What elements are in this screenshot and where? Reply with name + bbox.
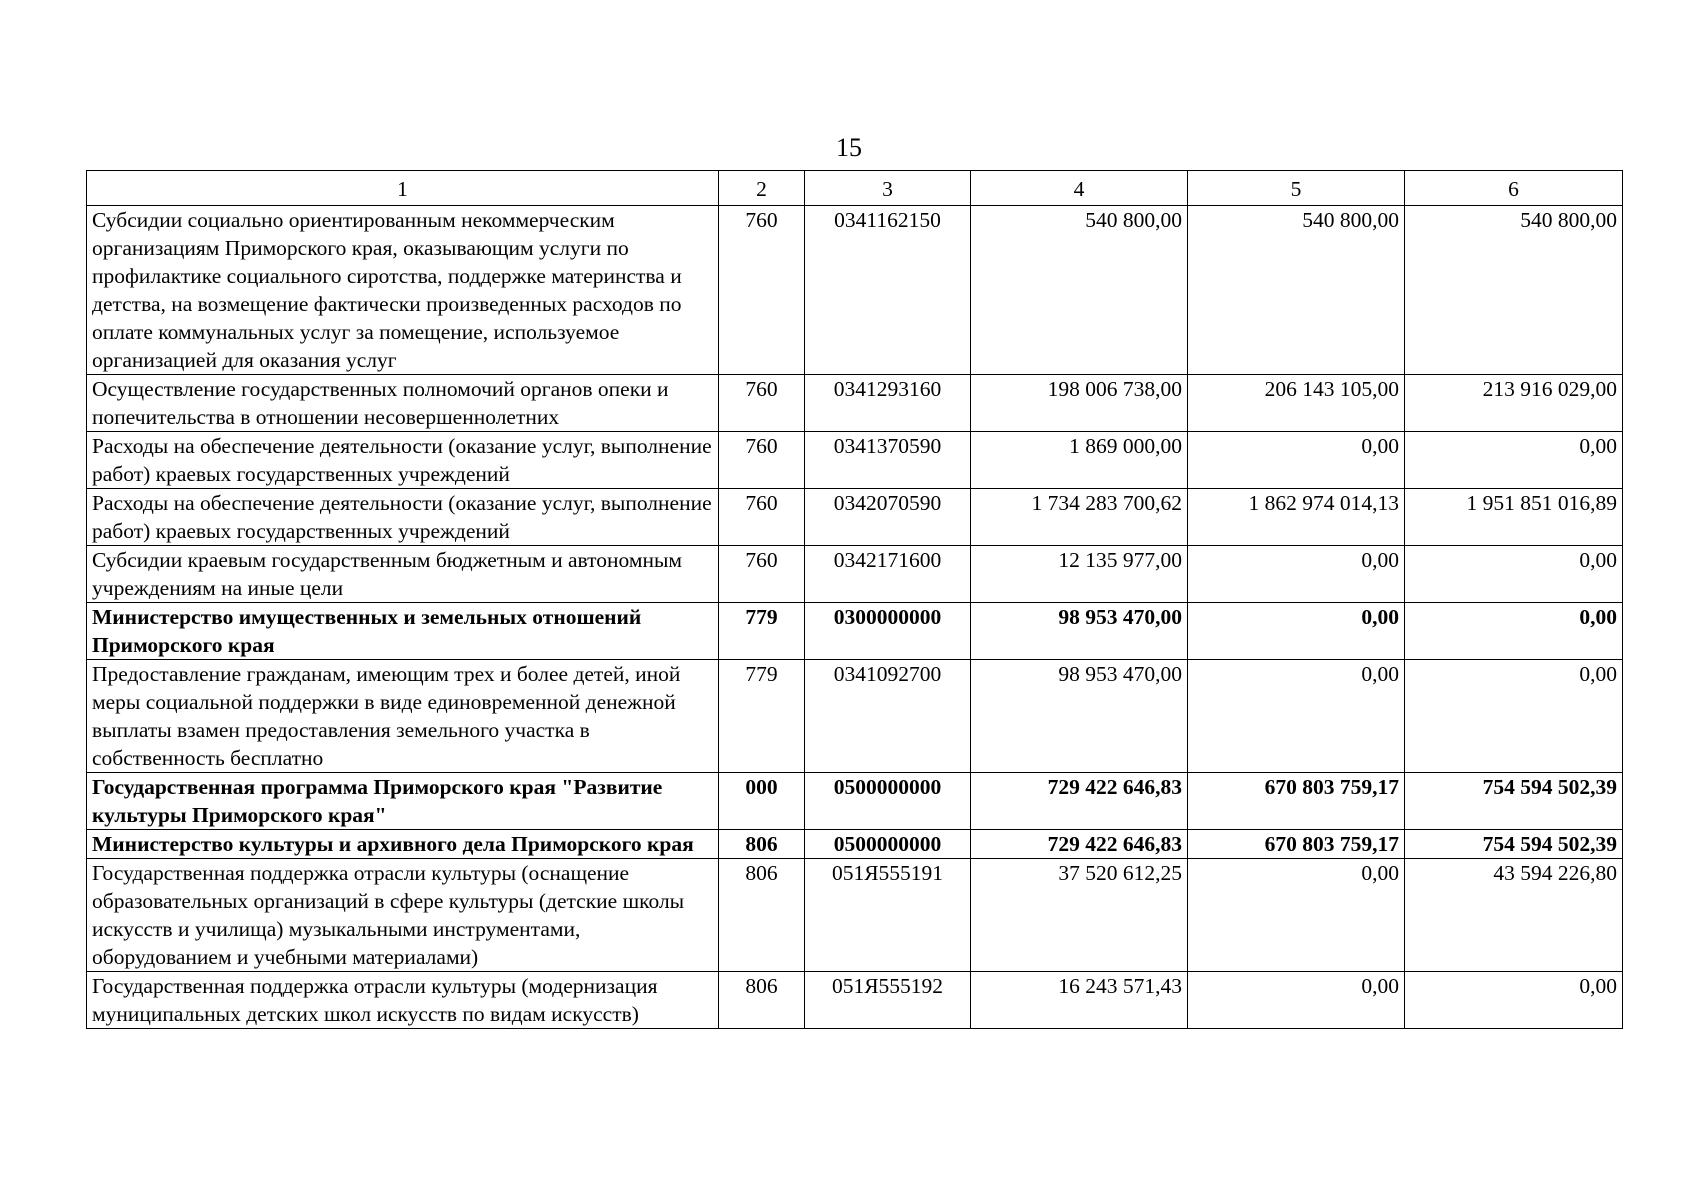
row-amount-col6-cell: 0,00 xyxy=(1405,603,1623,660)
row-code-cell: 760 xyxy=(719,489,805,546)
header-row xyxy=(87,171,1623,206)
row-amount-col4-cell: 1 734 283 700,62 xyxy=(971,489,1188,546)
header-col-3: 3 xyxy=(805,171,971,206)
row-target-code-cell: 0341293160 xyxy=(805,375,971,432)
row-code-cell: 760 xyxy=(719,206,805,375)
row-name-cell: Государственная поддержка отрасли культуры (модернизация муниципальных детских школ искусств по видам искусств) xyxy=(87,972,719,1029)
row-target-code-cell: 0341162150 xyxy=(805,206,971,375)
row-amount-col5-cell: 0,00 xyxy=(1188,660,1405,773)
row-code-cell: 760 xyxy=(719,375,805,432)
row-name-cell: Предоставление гражданам, имеющим трех и более детей, иной меры социальной поддержки в виде единовременной денежной выплаты взамен предоставления земельного участка в собственность бесплатно xyxy=(87,660,719,773)
row-amount-col5-cell: 0,00 xyxy=(1188,603,1405,660)
table-row xyxy=(87,375,1623,432)
row-amount-col4-cell: 198 006 738,00 xyxy=(971,375,1188,432)
row-code-cell: 760 xyxy=(719,546,805,603)
row-amount-col6-cell: 213 916 029,00 xyxy=(1405,375,1623,432)
row-name-cell: Государственная поддержка отрасли культуры (оснащение образовательных организаций в сфере культуры (детские школы искусств и училища) музыкальными инструментами, оборудованием и учебными материалами) xyxy=(87,859,719,972)
header-col-6: 6 xyxy=(1405,171,1623,206)
table-row xyxy=(87,859,1623,972)
row-amount-col5-cell: 0,00 xyxy=(1188,432,1405,489)
row-target-code-cell: 0341092700 xyxy=(805,660,971,773)
row-code-cell: 000 xyxy=(719,773,805,830)
row-amount-col5-cell: 0,00 xyxy=(1188,546,1405,603)
table-row xyxy=(87,830,1623,859)
row-amount-col4-cell: 540 800,00 xyxy=(971,206,1188,375)
table-row xyxy=(87,206,1623,375)
row-amount-col4-cell: 1 869 000,00 xyxy=(971,432,1188,489)
row-amount-col5-cell: 206 143 105,00 xyxy=(1188,375,1405,432)
row-amount-col5-cell: 0,00 xyxy=(1188,972,1405,1029)
row-target-code-cell: 051Я555192 xyxy=(805,972,971,1029)
table-row xyxy=(87,489,1623,546)
table-row xyxy=(87,972,1623,1029)
row-code-cell: 760 xyxy=(719,432,805,489)
row-target-code-cell: 0341370590 xyxy=(805,432,971,489)
row-name-cell: Государственная программа Приморского края "Развитие культуры Приморского края" xyxy=(87,773,719,830)
row-amount-col5-cell: 0,00 xyxy=(1188,859,1405,972)
row-amount-col5-cell: 1 862 974 014,13 xyxy=(1188,489,1405,546)
row-code-cell: 779 xyxy=(719,660,805,773)
row-target-code-cell: 0500000000 xyxy=(805,773,971,830)
header-col-5: 5 xyxy=(1188,171,1405,206)
row-amount-col4-cell: 16 243 571,43 xyxy=(971,972,1188,1029)
row-amount-col6-cell: 0,00 xyxy=(1405,972,1623,1029)
header-col-1: 1 xyxy=(87,171,719,206)
page-number: 15 xyxy=(836,133,862,162)
table-row xyxy=(87,546,1623,603)
row-name-cell: Субсидии краевым государственным бюджетным и автономным учреждениям на иные цели xyxy=(87,546,719,603)
row-amount-col4-cell: 729 422 646,83 xyxy=(971,773,1188,830)
row-amount-col5-cell: 540 800,00 xyxy=(1188,206,1405,375)
row-amount-col6-cell: 0,00 xyxy=(1405,432,1623,489)
row-amount-col6-cell: 0,00 xyxy=(1405,660,1623,773)
table-row xyxy=(87,660,1623,773)
table-row xyxy=(87,603,1623,660)
row-target-code-cell: 0342171600 xyxy=(805,546,971,603)
row-amount-col4-cell: 98 953 470,00 xyxy=(971,660,1188,773)
row-code-cell: 806 xyxy=(719,859,805,972)
row-code-cell: 806 xyxy=(719,972,805,1029)
row-name-cell: Расходы на обеспечение деятельности (оказание услуг, выполнение работ) краевых государственных учреждений xyxy=(87,489,719,546)
row-name-cell: Министерство имущественных и земельных отношений Приморского края xyxy=(87,603,719,660)
row-name-cell: Расходы на обеспечение деятельности (оказание услуг, выполнение работ) краевых государственных учреждений xyxy=(87,432,719,489)
table-row xyxy=(87,432,1623,489)
row-amount-col6-cell: 43 594 226,80 xyxy=(1405,859,1623,972)
table-row xyxy=(87,773,1623,830)
row-code-cell: 779 xyxy=(719,603,805,660)
row-target-code-cell: 0342070590 xyxy=(805,489,971,546)
row-amount-col6-cell: 754 594 502,39 xyxy=(1405,773,1623,830)
row-target-code-cell: 0300000000 xyxy=(805,603,971,660)
row-amount-col6-cell: 754 594 502,39 xyxy=(1405,830,1623,859)
header-col-4: 4 xyxy=(971,171,1188,206)
row-amount-col6-cell: 1 951 851 016,89 xyxy=(1405,489,1623,546)
row-amount-col6-cell: 0,00 xyxy=(1405,546,1623,603)
row-amount-col4-cell: 98 953 470,00 xyxy=(971,603,1188,660)
row-name-cell: Министерство культуры и архивного дела Приморского края xyxy=(87,830,719,859)
row-amount-col4-cell: 12 135 977,00 xyxy=(971,546,1188,603)
row-target-code-cell: 0500000000 xyxy=(805,830,971,859)
row-amount-col5-cell: 670 803 759,17 xyxy=(1188,830,1405,859)
row-amount-col4-cell: 37 520 612,25 xyxy=(971,859,1188,972)
row-name-cell: Субсидии социально ориентированным некоммерческим организациям Приморского края, оказывающим услуги по профилактике социального сиротства, поддержке материнства и детства, на возмещение фактически произведенных расходов по оплате коммунальных услуг за помещение, используемое организацией для оказания услуг xyxy=(87,206,719,375)
row-amount-col5-cell: 670 803 759,17 xyxy=(1188,773,1405,830)
table-body xyxy=(87,206,1623,1029)
row-amount-col6-cell: 540 800,00 xyxy=(1405,206,1623,375)
budget-table xyxy=(86,170,1623,1029)
row-code-cell: 806 xyxy=(719,830,805,859)
row-name-cell: Осуществление государственных полномочий органов опеки и попечительства в отношении несовершеннолетних xyxy=(87,375,719,432)
row-amount-col4-cell: 729 422 646,83 xyxy=(971,830,1188,859)
header-col-2: 2 xyxy=(719,171,805,206)
row-target-code-cell: 051Я555191 xyxy=(805,859,971,972)
